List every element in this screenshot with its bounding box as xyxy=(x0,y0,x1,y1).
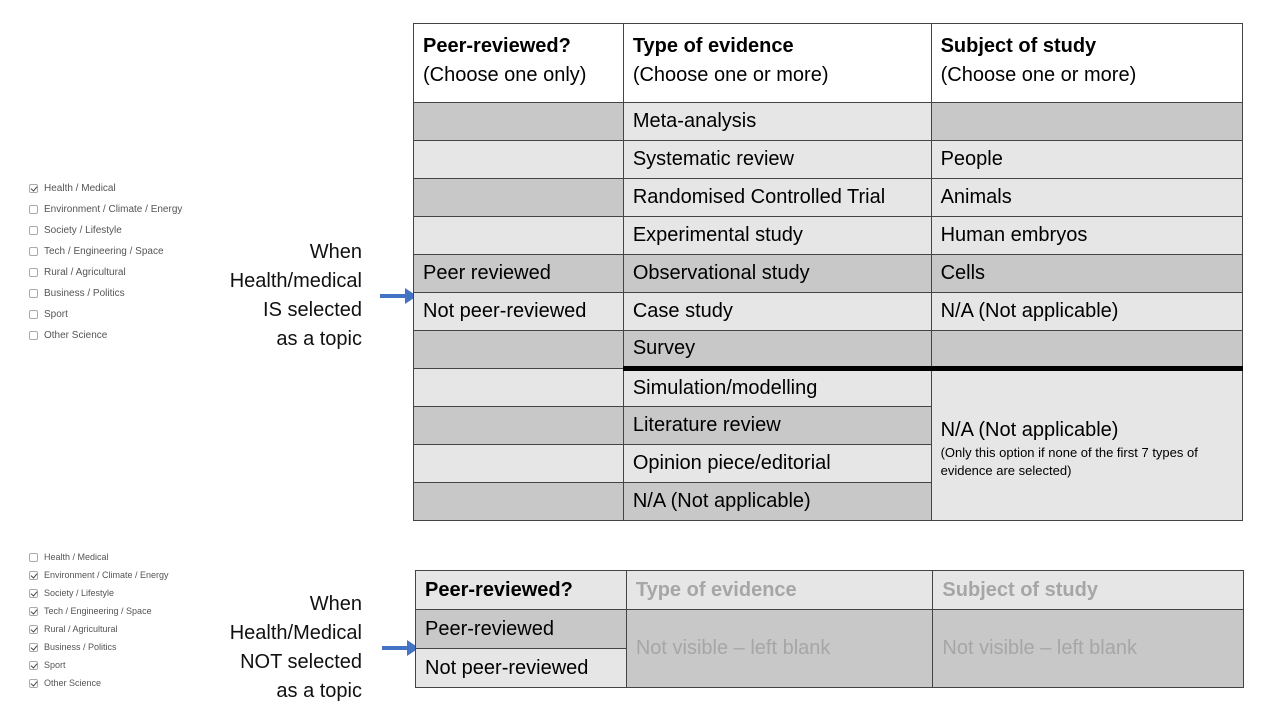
checkbox-icon[interactable] xyxy=(29,268,38,277)
evidence-option[interactable]: Case study xyxy=(623,293,931,331)
checklist-item[interactable] xyxy=(29,220,182,241)
checkbox-icon[interactable] xyxy=(29,247,38,256)
caption-line: When xyxy=(309,241,362,263)
checklist-item[interactable] xyxy=(29,638,169,656)
table-row xyxy=(414,179,1243,217)
caption-line: as a topic xyxy=(276,328,362,350)
evidence-table-non-health xyxy=(415,570,1244,688)
header-peer-reviewed xyxy=(414,24,624,103)
caption-line: as a topic xyxy=(276,680,362,702)
header-subject-of-study xyxy=(931,24,1242,103)
header-peer-reviewed: Peer-reviewed? xyxy=(416,571,627,610)
peer-cell xyxy=(414,407,624,445)
checkbox-icon[interactable] xyxy=(29,289,38,298)
caption-line: When xyxy=(309,593,362,615)
evidence-option[interactable]: Randomised Controlled Trial xyxy=(623,179,931,217)
peer-cell xyxy=(414,483,624,521)
checkbox-checked-icon[interactable] xyxy=(29,661,38,670)
checklist-item[interactable] xyxy=(29,283,182,304)
subject-na-note: (Only this option if none of the first 7 types of evidence are selected) xyxy=(940,445,1198,478)
evidence-option[interactable]: Systematic review xyxy=(623,141,931,179)
checklist-item-label: Environment / Climate / Energy xyxy=(44,204,183,215)
checklist-item[interactable] xyxy=(29,199,182,220)
checkbox-checked-icon[interactable] xyxy=(29,679,38,688)
evidence-option[interactable]: Simulation/modelling xyxy=(623,369,931,407)
checklist-item-label: Sport xyxy=(44,660,66,670)
checkbox-checked-icon[interactable] xyxy=(29,625,38,634)
checkbox-checked-icon[interactable] xyxy=(29,643,38,652)
checklist-item[interactable] xyxy=(29,304,182,325)
checklist-item-label: Tech / Engineering / Space xyxy=(44,246,164,257)
checklist-item[interactable] xyxy=(29,656,169,674)
checklist-item[interactable] xyxy=(29,674,169,692)
peer-cell xyxy=(414,141,624,179)
table-row xyxy=(414,103,1243,141)
checkbox-checked-icon[interactable] xyxy=(29,589,38,598)
table-row xyxy=(414,255,1243,293)
subject-option[interactable]: Animals xyxy=(931,179,1242,217)
evidence-option[interactable]: Experimental study xyxy=(623,217,931,255)
evidence-option[interactable]: N/A (Not applicable) xyxy=(623,483,931,521)
header-type-of-evidence: Type of evidence xyxy=(626,571,933,610)
checklist-item-label: Business / Politics xyxy=(44,642,117,652)
checklist-item-label: Health / Medical xyxy=(44,552,109,562)
peer-cell xyxy=(414,103,624,141)
peer-option[interactable]: Not peer-reviewed xyxy=(416,649,627,688)
evidence-option[interactable]: Observational study xyxy=(623,255,931,293)
peer-option[interactable]: Not peer-reviewed xyxy=(414,293,624,331)
subject-cell xyxy=(931,103,1242,141)
checklist-item-label: Rural / Agricultural xyxy=(44,267,126,278)
checkbox-icon[interactable] xyxy=(29,310,38,319)
evidence-option[interactable]: Opinion piece/editorial xyxy=(623,445,931,483)
checklist-item-label: Rural / Agricultural xyxy=(44,624,118,634)
topic-checklist-bottom xyxy=(29,548,169,692)
caption-line: Health/Medical xyxy=(229,622,362,644)
caption-line: NOT selected xyxy=(240,651,362,673)
checkbox-checked-icon[interactable] xyxy=(29,184,38,193)
table-row xyxy=(414,217,1243,255)
checklist-item[interactable] xyxy=(29,548,169,566)
checklist-item[interactable] xyxy=(29,325,182,346)
checklist-item-label: Tech / Engineering / Space xyxy=(44,606,152,616)
header-title: Peer-reviewed? xyxy=(423,35,571,57)
peer-option[interactable]: Peer reviewed xyxy=(414,255,624,293)
checkbox-icon[interactable] xyxy=(29,553,38,562)
checklist-item[interactable] xyxy=(29,241,182,262)
checklist-item[interactable] xyxy=(29,620,169,638)
table-row xyxy=(416,610,1244,649)
checklist-item-label: Society / Lifestyle xyxy=(44,225,122,236)
peer-cell xyxy=(414,445,624,483)
evidence-table-health xyxy=(413,23,1243,521)
peer-cell xyxy=(414,217,624,255)
header-title: Type of evidence xyxy=(632,35,794,57)
checklist-item[interactable] xyxy=(29,584,169,602)
checkbox-icon[interactable] xyxy=(29,331,38,340)
header-subtitle: (Choose one only) xyxy=(423,64,587,86)
peer-cell xyxy=(414,179,624,217)
evidence-option[interactable]: Meta-analysis xyxy=(623,103,931,141)
checklist-item-label: Environment / Climate / Energy xyxy=(44,570,169,580)
subject-blank-cell: Not visible – left blank xyxy=(933,610,1244,688)
checkbox-icon[interactable] xyxy=(29,205,38,214)
peer-cell xyxy=(414,369,624,407)
subject-option[interactable]: People xyxy=(931,141,1242,179)
arrow-right-icon xyxy=(382,646,410,650)
table-header-row xyxy=(416,571,1244,610)
caption-health-selected xyxy=(230,238,362,354)
subject-na-label: N/A (Not applicable) xyxy=(940,419,1119,441)
checklist-item[interactable] xyxy=(29,178,182,199)
checklist-item-label: Sport xyxy=(44,309,68,320)
caption-health-not-selected xyxy=(230,590,362,706)
peer-option[interactable]: Peer-reviewed xyxy=(416,610,627,649)
peer-cell xyxy=(414,331,624,369)
table-header-row xyxy=(414,24,1243,103)
subject-cell xyxy=(931,331,1242,369)
evidence-option[interactable]: Survey xyxy=(623,331,931,369)
checkbox-icon[interactable] xyxy=(29,226,38,235)
checklist-item[interactable] xyxy=(29,566,169,584)
subject-na-cell[interactable] xyxy=(931,369,1242,521)
table-row xyxy=(414,141,1243,179)
caption-line: IS selected xyxy=(263,299,362,321)
header-subtitle: (Choose one or more) xyxy=(940,64,1137,86)
table-row xyxy=(414,331,1243,369)
header-subtitle: (Choose one or more) xyxy=(632,64,829,86)
topic-checklist-top xyxy=(29,178,182,346)
subject-option[interactable]: Human embryos xyxy=(931,217,1242,255)
checklist-item-label: Health / Medical xyxy=(44,183,116,194)
checkbox-checked-icon[interactable] xyxy=(29,607,38,616)
evidence-option[interactable]: Literature review xyxy=(623,407,931,445)
table-row xyxy=(414,293,1243,331)
checklist-item-label: Society / Lifestyle xyxy=(44,588,115,598)
header-type-of-evidence xyxy=(623,24,931,103)
checkbox-checked-icon[interactable] xyxy=(29,571,38,580)
evidence-blank-cell: Not visible – left blank xyxy=(626,610,933,688)
subject-option[interactable]: N/A (Not applicable) xyxy=(931,293,1242,331)
checklist-item[interactable] xyxy=(29,602,169,620)
subject-option[interactable]: Cells xyxy=(931,255,1242,293)
table-row xyxy=(414,369,1243,407)
checklist-item[interactable] xyxy=(29,262,182,283)
caption-line: Health/medical xyxy=(229,270,362,292)
checklist-item-label: Other Science xyxy=(44,678,102,688)
checklist-item-label: Other Science xyxy=(44,330,108,341)
checklist-item-label: Business / Politics xyxy=(44,288,125,299)
arrow-right-icon xyxy=(380,294,408,298)
header-subject-of-study: Subject of study xyxy=(933,571,1244,610)
header-title: Subject of study xyxy=(940,35,1097,57)
